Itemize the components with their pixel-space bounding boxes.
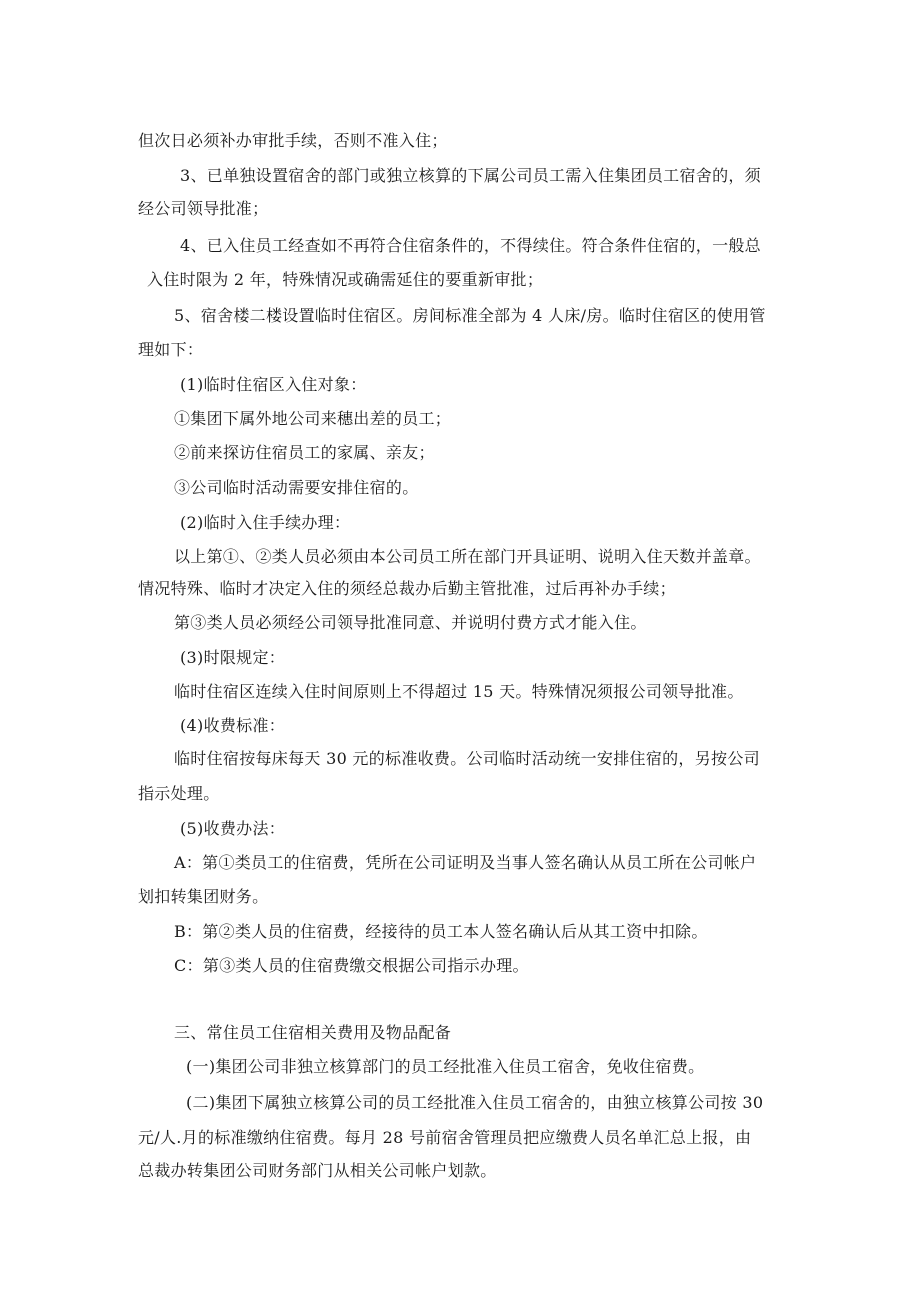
text-line: (二)集团下属独立核算公司的员工经批准入住员工宿舍的，由独立核算公司按 30 [186,1093,764,1112]
list-item: ②前来探访住宿员工的家属、亲友； [174,443,435,462]
text-line: 临时住宿按每床每天 30 元的标准收费。公司临时活动统一安排住宿的，另按公司 [174,749,760,768]
text-line: 入住时限为 2 年，特殊情况或确需延住的要重新审批； [147,270,544,289]
text-line: 5、宿舍楼二楼设置临时住宿区。房间标准全部为 4 人床/房。临时住宿区的使用管 [174,306,766,325]
section-heading: (1)临时住宿区入住对象： [180,375,367,394]
text-line: 4、已入住员工经查如不再符合住宿条件的，不得续住。符合条件住宿的，一般总 [180,236,761,255]
text-line: 第③类人员必须经公司领导批准同意、并说明付费方式才能入住。 [174,613,647,632]
section-heading: (3)时限规定： [180,648,286,667]
section-heading: (2)临时入住手续办理： [180,513,351,532]
section-heading: (4)收费标准： [180,716,286,735]
text-line: A：第①类员工的住宿费，凭所在公司证明及当事人签名确认从员工所在公司帐户 [174,853,757,872]
text-line: 理如下： [138,340,204,359]
text-line: 临时住宿区连续入住时间原则上不得超过 15 天。特殊情况须报公司领导批准。 [174,682,744,701]
text-line: 指示处理。 [138,784,220,803]
text-line: 但次日必须补办审批手续，否则不准入住； [138,131,448,150]
text-line: 经公司领导批准； [138,199,269,218]
section-heading: (5)收费办法： [180,819,286,838]
text-line: 情况特殊、临时才决定入住的须经总裁办后勤主管批准，过后再补办手续； [138,579,676,598]
text-line: 元/人.月的标准缴纳住宿费。每月 28 号前宿舍管理员把应缴费人员名单汇总上报，由 [138,1128,752,1147]
text-line: 以上第①、②类人员必须由本公司员工所在部门开具证明、说明入住天数并盖章。 [174,547,761,566]
text-line: 总裁办转集团公司财务部门从相关公司帐户划款。 [138,1161,497,1180]
text-line: B：第②类人员的住宿费，经接待的员工本人签名确认后从其工资中扣除。 [174,922,708,941]
list-item: ①集团下属外地公司来穗出差的员工； [174,409,452,428]
text-line: 3、已单独设置宿舍的部门或独立核算的下属公司员工需入住集团员工宿舍的，须 [180,166,761,185]
chapter-heading: 三、常住员工住宿相关费用及物品配备 [174,1023,452,1042]
text-line: (一)集团公司非独立核算部门的员工经批准入住员工宿舍，免收住宿费。 [186,1057,705,1076]
text-line: C：第③类人员的住宿费缴交根据公司指示办理。 [174,956,529,975]
text-line: 划扣转集团财务。 [138,887,269,906]
list-item: ③公司临时活动需要安排住宿的。 [174,478,419,497]
